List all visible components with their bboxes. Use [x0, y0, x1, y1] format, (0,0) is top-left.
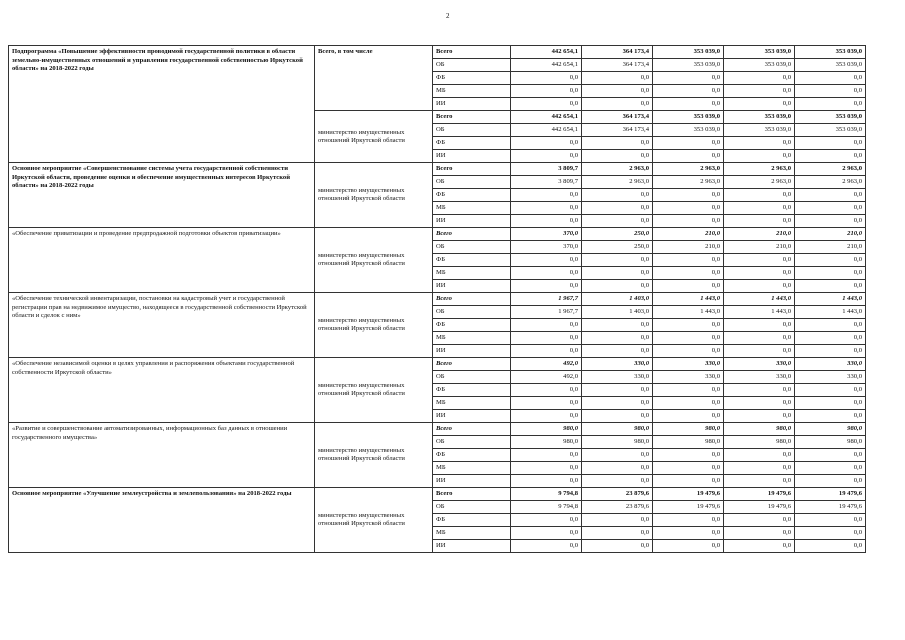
value-cell: 2 963,0 — [582, 176, 653, 189]
value-cell: 0,0 — [724, 397, 795, 410]
value-cell: 980,0 — [795, 436, 866, 449]
activity-name: «Обеспечение приватизации и проведение предпродажной подготовки объектов приватизации» — [9, 228, 315, 293]
value-cell: 0,0 — [724, 527, 795, 540]
value-cell: 442 654,1 — [511, 46, 582, 59]
value-cell: 19 479,6 — [724, 501, 795, 514]
value-cell: 0,0 — [795, 267, 866, 280]
value-cell: 0,0 — [724, 254, 795, 267]
value-cell: 0,0 — [653, 254, 724, 267]
funding-source: ИИ — [433, 98, 511, 111]
value-cell: 0,0 — [724, 345, 795, 358]
value-cell: 353 039,0 — [653, 59, 724, 72]
funding-source: МБ — [433, 462, 511, 475]
value-cell: 0,0 — [653, 514, 724, 527]
value-cell: 330,0 — [582, 371, 653, 384]
value-cell: 0,0 — [795, 150, 866, 163]
value-cell: 0,0 — [795, 72, 866, 85]
value-cell: 364 173,4 — [582, 124, 653, 137]
value-cell: 0,0 — [582, 514, 653, 527]
activity-name: Подпрограмма «Повышение эффективности проводимой государственной политики в области земельно-имущественных отношений и управления государственной собственностью Иркутской области» на 2018-2022 годы — [9, 46, 315, 163]
value-cell: 0,0 — [653, 475, 724, 488]
value-cell: 0,0 — [511, 215, 582, 228]
value-cell: 0,0 — [653, 397, 724, 410]
funding-source: ФБ — [433, 137, 511, 150]
funding-source: ОБ — [433, 306, 511, 319]
funding-source: МБ — [433, 202, 511, 215]
value-cell: 1 967,7 — [511, 293, 582, 306]
value-cell: 0,0 — [511, 332, 582, 345]
value-cell: 19 479,6 — [795, 488, 866, 501]
value-cell: 0,0 — [653, 462, 724, 475]
value-cell: 0,0 — [511, 98, 582, 111]
value-cell: 0,0 — [653, 280, 724, 293]
value-cell: 0,0 — [582, 540, 653, 553]
value-cell: 353 039,0 — [795, 59, 866, 72]
value-cell: 3 809,7 — [511, 163, 582, 176]
value-cell: 1 967,7 — [511, 306, 582, 319]
value-cell: 9 794,8 — [511, 501, 582, 514]
value-cell: 330,0 — [795, 371, 866, 384]
funding-source: ФБ — [433, 189, 511, 202]
value-cell: 0,0 — [582, 345, 653, 358]
funding-source: ИИ — [433, 410, 511, 423]
value-cell: 210,0 — [795, 241, 866, 254]
value-cell: 0,0 — [653, 72, 724, 85]
funding-source: Всего — [433, 163, 511, 176]
value-cell: 0,0 — [795, 475, 866, 488]
value-cell: 330,0 — [795, 358, 866, 371]
value-cell: 364 173,4 — [582, 111, 653, 124]
funding-source: Всего — [433, 423, 511, 436]
value-cell: 2 963,0 — [795, 176, 866, 189]
funding-source: ФБ — [433, 384, 511, 397]
value-cell: 250,0 — [582, 241, 653, 254]
funding-source: МБ — [433, 397, 511, 410]
value-cell: 0,0 — [653, 527, 724, 540]
value-cell: 0,0 — [582, 98, 653, 111]
value-cell: 0,0 — [511, 462, 582, 475]
value-cell: 0,0 — [511, 514, 582, 527]
value-cell: 0,0 — [582, 280, 653, 293]
value-cell: 0,0 — [795, 514, 866, 527]
value-cell: 1 443,0 — [795, 293, 866, 306]
value-cell: 330,0 — [653, 371, 724, 384]
value-cell: 0,0 — [582, 332, 653, 345]
value-cell: 0,0 — [795, 202, 866, 215]
value-cell: 0,0 — [511, 397, 582, 410]
executor-name: министерство имущественных отношений Иркутской области — [315, 111, 433, 163]
table-row — [9, 488, 866, 501]
activity-name: «Обеспечение независимой оценки в целях управления и распоряжения объектами государственной собственности Иркутской области» — [9, 358, 315, 423]
page-number: 2 — [446, 12, 450, 20]
value-cell: 0,0 — [653, 85, 724, 98]
value-cell: 0,0 — [582, 215, 653, 228]
value-cell: 0,0 — [582, 202, 653, 215]
value-cell: 492,0 — [511, 358, 582, 371]
value-cell: 0,0 — [511, 202, 582, 215]
value-cell: 0,0 — [582, 475, 653, 488]
value-cell: 19 479,6 — [795, 501, 866, 514]
value-cell: 0,0 — [724, 98, 795, 111]
value-cell: 1 443,0 — [653, 293, 724, 306]
value-cell: 0,0 — [582, 397, 653, 410]
value-cell: 23 879,6 — [582, 488, 653, 501]
value-cell: 0,0 — [724, 449, 795, 462]
value-cell: 353 039,0 — [724, 111, 795, 124]
table-row — [9, 293, 866, 306]
value-cell: 2 963,0 — [795, 163, 866, 176]
value-cell: 0,0 — [653, 540, 724, 553]
funding-source: ИИ — [433, 345, 511, 358]
value-cell: 210,0 — [653, 228, 724, 241]
value-cell: 0,0 — [582, 72, 653, 85]
value-cell: 0,0 — [795, 527, 866, 540]
funding-source: Всего — [433, 111, 511, 124]
value-cell: 364 173,4 — [582, 46, 653, 59]
value-cell: 19 479,6 — [724, 488, 795, 501]
value-cell: 0,0 — [653, 267, 724, 280]
value-cell: 210,0 — [724, 241, 795, 254]
budget-table — [8, 45, 866, 553]
value-cell: 442 654,1 — [511, 59, 582, 72]
budget-table-body — [9, 46, 866, 553]
value-cell: 0,0 — [724, 462, 795, 475]
executor-name: Всего, в том числе — [315, 46, 433, 111]
funding-source: Всего — [433, 293, 511, 306]
value-cell: 0,0 — [724, 189, 795, 202]
value-cell: 0,0 — [653, 189, 724, 202]
activity-name: Основное мероприятие «Совершенствование системы учета государственной собственности Иркутской области, проведение оценки и обеспечение имущественных интересов Иркутской области» на 2018-2022 годы — [9, 163, 315, 228]
funding-source: ФБ — [433, 449, 511, 462]
value-cell: 353 039,0 — [653, 111, 724, 124]
value-cell: 0,0 — [795, 85, 866, 98]
value-cell: 0,0 — [724, 280, 795, 293]
funding-source: ИИ — [433, 280, 511, 293]
value-cell: 0,0 — [511, 540, 582, 553]
value-cell: 210,0 — [724, 228, 795, 241]
funding-source: ОБ — [433, 436, 511, 449]
table-row — [9, 228, 866, 241]
funding-source: ОБ — [433, 124, 511, 137]
value-cell: 0,0 — [653, 137, 724, 150]
value-cell: 353 039,0 — [724, 46, 795, 59]
activity-name: «Обеспечение технической инвентаризации, постановки на кадастровый учет и государственной регистрации прав на недвижимое имущество, находящееся в государственной собственности Иркутской области и сделок с ним» — [9, 293, 315, 358]
value-cell: 0,0 — [724, 85, 795, 98]
executor-name: министерство имущественных отношений Иркутской области — [315, 488, 433, 553]
value-cell: 2 963,0 — [653, 176, 724, 189]
funding-source: Всего — [433, 488, 511, 501]
value-cell: 0,0 — [511, 280, 582, 293]
value-cell: 0,0 — [511, 449, 582, 462]
value-cell: 0,0 — [511, 410, 582, 423]
value-cell: 0,0 — [511, 319, 582, 332]
value-cell: 0,0 — [582, 449, 653, 462]
value-cell: 9 794,8 — [511, 488, 582, 501]
value-cell: 0,0 — [795, 189, 866, 202]
value-cell: 0,0 — [724, 319, 795, 332]
value-cell: 0,0 — [653, 150, 724, 163]
value-cell: 0,0 — [653, 215, 724, 228]
value-cell: 0,0 — [582, 254, 653, 267]
value-cell: 0,0 — [795, 332, 866, 345]
value-cell: 0,0 — [582, 527, 653, 540]
funding-source: Всего — [433, 358, 511, 371]
funding-source: ИИ — [433, 475, 511, 488]
value-cell: 0,0 — [511, 189, 582, 202]
table-row — [9, 423, 866, 436]
value-cell: 0,0 — [582, 410, 653, 423]
funding-source: ФБ — [433, 72, 511, 85]
value-cell: 0,0 — [724, 475, 795, 488]
value-cell: 0,0 — [724, 540, 795, 553]
value-cell: 0,0 — [653, 384, 724, 397]
value-cell: 0,0 — [795, 397, 866, 410]
value-cell: 980,0 — [511, 423, 582, 436]
value-cell: 0,0 — [795, 384, 866, 397]
value-cell: 2 963,0 — [653, 163, 724, 176]
value-cell: 980,0 — [653, 423, 724, 436]
value-cell: 0,0 — [724, 202, 795, 215]
value-cell: 353 039,0 — [795, 46, 866, 59]
value-cell: 0,0 — [724, 267, 795, 280]
value-cell: 0,0 — [724, 137, 795, 150]
value-cell: 1 403,0 — [582, 293, 653, 306]
value-cell: 0,0 — [511, 267, 582, 280]
value-cell: 0,0 — [582, 189, 653, 202]
value-cell: 0,0 — [795, 540, 866, 553]
funding-source: МБ — [433, 267, 511, 280]
value-cell: 980,0 — [724, 436, 795, 449]
funding-source: ФБ — [433, 514, 511, 527]
funding-source: ИИ — [433, 540, 511, 553]
executor-name: министерство имущественных отношений Иркутской области — [315, 358, 433, 423]
funding-source: МБ — [433, 85, 511, 98]
value-cell: 0,0 — [511, 137, 582, 150]
table-row — [9, 163, 866, 176]
value-cell: 980,0 — [795, 423, 866, 436]
value-cell: 1 443,0 — [724, 293, 795, 306]
value-cell: 3 809,7 — [511, 176, 582, 189]
value-cell: 330,0 — [724, 371, 795, 384]
value-cell: 0,0 — [653, 319, 724, 332]
value-cell: 0,0 — [511, 85, 582, 98]
value-cell: 0,0 — [724, 514, 795, 527]
value-cell: 1 443,0 — [653, 306, 724, 319]
value-cell: 0,0 — [511, 527, 582, 540]
activity-name: «Развитие и совершенствование автоматизированных, информационных баз данных в отношении государственного имущества» — [9, 423, 315, 488]
executor-name: министерство имущественных отношений Иркутской области — [315, 163, 433, 228]
value-cell: 0,0 — [795, 254, 866, 267]
funding-source: ФБ — [433, 254, 511, 267]
value-cell: 330,0 — [582, 358, 653, 371]
value-cell: 0,0 — [724, 215, 795, 228]
funding-source: ИИ — [433, 215, 511, 228]
executor-name: министерство имущественных отношений Иркутской области — [315, 423, 433, 488]
funding-source: МБ — [433, 527, 511, 540]
value-cell: 0,0 — [582, 319, 653, 332]
value-cell: 1 403,0 — [582, 306, 653, 319]
funding-source: ИИ — [433, 150, 511, 163]
value-cell: 0,0 — [653, 410, 724, 423]
value-cell: 353 039,0 — [653, 46, 724, 59]
value-cell: 370,0 — [511, 228, 582, 241]
value-cell: 23 879,6 — [582, 501, 653, 514]
funding-source: Всего — [433, 228, 511, 241]
funding-source: ОБ — [433, 501, 511, 514]
value-cell: 1 443,0 — [724, 306, 795, 319]
value-cell: 0,0 — [653, 98, 724, 111]
funding-source: МБ — [433, 332, 511, 345]
value-cell: 0,0 — [582, 137, 653, 150]
value-cell: 0,0 — [582, 85, 653, 98]
funding-source: ОБ — [433, 371, 511, 384]
value-cell: 980,0 — [724, 423, 795, 436]
value-cell: 0,0 — [724, 332, 795, 345]
value-cell: 0,0 — [582, 267, 653, 280]
executor-name: министерство имущественных отношений Иркутской области — [315, 228, 433, 293]
value-cell: 370,0 — [511, 241, 582, 254]
executor-name: министерство имущественных отношений Иркутской области — [315, 293, 433, 358]
value-cell: 210,0 — [653, 241, 724, 254]
value-cell: 0,0 — [511, 72, 582, 85]
value-cell: 0,0 — [653, 202, 724, 215]
value-cell: 0,0 — [653, 345, 724, 358]
value-cell: 0,0 — [795, 98, 866, 111]
value-cell: 0,0 — [511, 150, 582, 163]
value-cell: 0,0 — [795, 345, 866, 358]
value-cell: 0,0 — [795, 215, 866, 228]
value-cell: 0,0 — [795, 319, 866, 332]
value-cell: 442 654,1 — [511, 111, 582, 124]
value-cell: 980,0 — [582, 436, 653, 449]
table-row — [9, 46, 866, 59]
value-cell: 1 443,0 — [795, 306, 866, 319]
value-cell: 0,0 — [582, 462, 653, 475]
value-cell: 353 039,0 — [724, 59, 795, 72]
value-cell: 2 963,0 — [724, 163, 795, 176]
funding-source: Всего — [433, 46, 511, 59]
activity-name: Основное мероприятие «Улучшение землеустройства и землепользования» на 2018-2022 годы — [9, 488, 315, 553]
value-cell: 0,0 — [724, 72, 795, 85]
value-cell: 0,0 — [724, 384, 795, 397]
value-cell: 0,0 — [795, 449, 866, 462]
value-cell: 0,0 — [795, 137, 866, 150]
value-cell: 353 039,0 — [795, 111, 866, 124]
value-cell: 0,0 — [724, 410, 795, 423]
value-cell: 0,0 — [795, 462, 866, 475]
value-cell: 353 039,0 — [724, 124, 795, 137]
funding-source: ФБ — [433, 319, 511, 332]
value-cell: 353 039,0 — [653, 124, 724, 137]
value-cell: 980,0 — [582, 423, 653, 436]
funding-source: ОБ — [433, 59, 511, 72]
value-cell: 364 173,4 — [582, 59, 653, 72]
value-cell: 0,0 — [582, 384, 653, 397]
value-cell: 0,0 — [653, 332, 724, 345]
value-cell: 980,0 — [511, 436, 582, 449]
value-cell: 2 963,0 — [582, 163, 653, 176]
value-cell: 0,0 — [511, 345, 582, 358]
value-cell: 250,0 — [582, 228, 653, 241]
value-cell: 2 963,0 — [724, 176, 795, 189]
value-cell: 442 654,1 — [511, 124, 582, 137]
table-row — [9, 358, 866, 371]
funding-source: ОБ — [433, 241, 511, 254]
value-cell: 210,0 — [795, 228, 866, 241]
value-cell: 0,0 — [653, 449, 724, 462]
value-cell: 0,0 — [724, 150, 795, 163]
value-cell: 0,0 — [511, 254, 582, 267]
value-cell: 353 039,0 — [795, 124, 866, 137]
value-cell: 492,0 — [511, 371, 582, 384]
value-cell: 330,0 — [724, 358, 795, 371]
value-cell: 0,0 — [511, 475, 582, 488]
value-cell: 19 479,6 — [653, 488, 724, 501]
value-cell: 0,0 — [582, 150, 653, 163]
value-cell: 0,0 — [511, 384, 582, 397]
value-cell: 980,0 — [653, 436, 724, 449]
value-cell: 19 479,6 — [653, 501, 724, 514]
funding-source: ОБ — [433, 176, 511, 189]
value-cell: 0,0 — [795, 410, 866, 423]
value-cell: 330,0 — [653, 358, 724, 371]
value-cell: 0,0 — [795, 280, 866, 293]
